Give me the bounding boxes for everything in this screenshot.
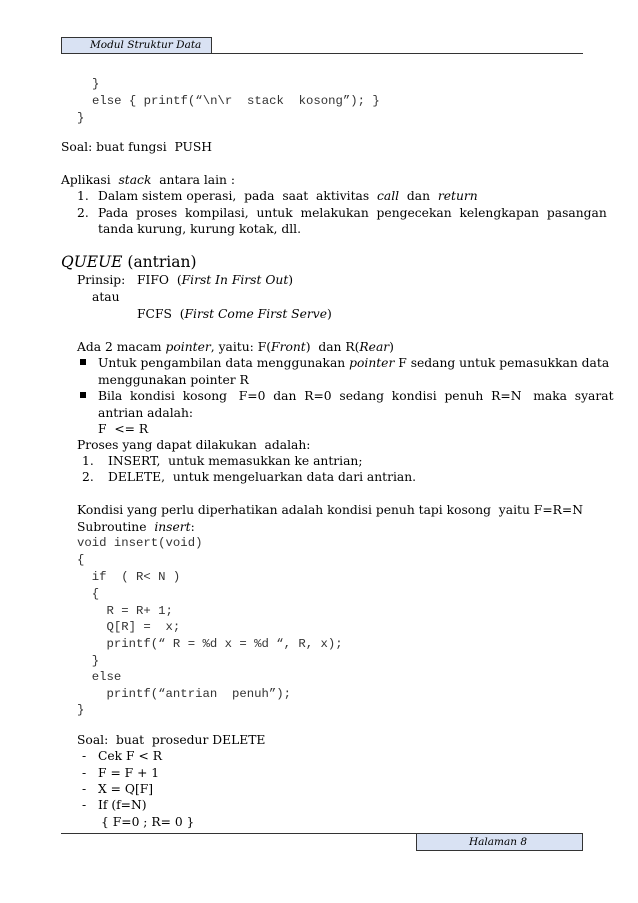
list-number: 1.	[77, 189, 89, 203]
code-line: printf(“antrian penuh”);	[77, 687, 292, 701]
list-number: 2.	[77, 206, 89, 220]
header-rule	[61, 53, 583, 54]
pointer-intro: Ada 2 macam pointer, yaitu: F(Front) dan R(Rear)	[77, 340, 394, 354]
bullet-text: Bila kondisi kosong F=0 dan R=0 sedang kondisi penuh R=N maka syarat	[98, 389, 614, 403]
prinsip-atau: atau	[92, 290, 120, 304]
code-line: Q[R] = x;	[77, 620, 181, 634]
soal-delete: Soal: buat prosedur DELETE	[77, 733, 266, 747]
code-line: if ( R< N )	[77, 570, 181, 584]
section-heading: QUEUE (antrian)	[61, 253, 197, 271]
proses-intro: Proses yang dapat dilakukan adalah:	[77, 438, 311, 452]
code-line: }	[77, 111, 85, 125]
bullet-text-continued: antrian adalah:	[98, 406, 194, 420]
delete-step: Cek F < R	[98, 749, 162, 763]
dash-marker: -	[82, 798, 87, 812]
bullet-marker	[80, 392, 86, 398]
footer-page-number: Halaman 8	[416, 833, 583, 851]
code-line: {	[77, 553, 85, 567]
code-line: else	[77, 670, 122, 684]
delete-step-block: { F=0 ; R= 0 }	[101, 815, 195, 829]
code-line: printf(“ R = %d x = %d “, R, x);	[77, 637, 343, 651]
code-line: }	[77, 703, 85, 717]
kondisi-text: Kondisi yang perlu diperhatikan adalah kondisi penuh tapi kosong yaitu F=R=N	[77, 503, 583, 517]
bullet-text: Untuk pengambilan data menggunakan pointer F sedang untuk pemasukkan data	[98, 356, 610, 370]
bullet-marker	[80, 359, 86, 365]
delete-step: If (f=N)	[98, 798, 147, 812]
list-item-continued: tanda kurung, kurung kotak, dll.	[98, 222, 301, 236]
soal-push: Soal: buat fungsi PUSH	[61, 140, 213, 154]
bullet-text-continued: menggunakan pointer R	[98, 373, 249, 387]
list-item: Dalam sistem operasi, pada saat aktivitas call dan return	[98, 189, 478, 203]
delete-step: X = Q[F]	[98, 782, 154, 796]
list-number: 2.	[82, 470, 94, 484]
list-item: DELETE, untuk mengeluarkan data dari antrian.	[108, 470, 417, 484]
code-line: else { printf(“\n\r stack kosong”); }	[92, 94, 380, 108]
prinsip-fifo: FIFO (First In First Out)	[137, 273, 294, 287]
bullet-text-continued: F <= R	[98, 422, 149, 436]
code-line: {	[77, 587, 100, 601]
dash-marker: -	[82, 766, 87, 780]
dash-marker: -	[82, 749, 87, 763]
subroutine-label: Subroutine insert:	[77, 520, 195, 534]
code-line: }	[92, 77, 100, 91]
code-line: R = R+ 1;	[77, 604, 173, 618]
header-title: Modul Struktur Data	[61, 37, 212, 54]
list-number: 1.	[82, 454, 94, 468]
prinsip-fcfs: FCFS (First Come First Serve)	[137, 307, 332, 321]
delete-step: F = F + 1	[98, 766, 160, 780]
dash-marker: -	[82, 782, 87, 796]
code-line: void insert(void)	[77, 536, 203, 550]
code-line: }	[77, 654, 100, 668]
list-item: Pada proses kompilasi, untuk melakukan pengecekan kelengkapan pasangan	[98, 206, 607, 220]
aplikasi-intro: Aplikasi stack antara lain :	[61, 173, 236, 187]
list-item: INSERT, untuk memasukkan ke antrian;	[108, 454, 363, 468]
prinsip-label: Prinsip:	[77, 273, 126, 287]
